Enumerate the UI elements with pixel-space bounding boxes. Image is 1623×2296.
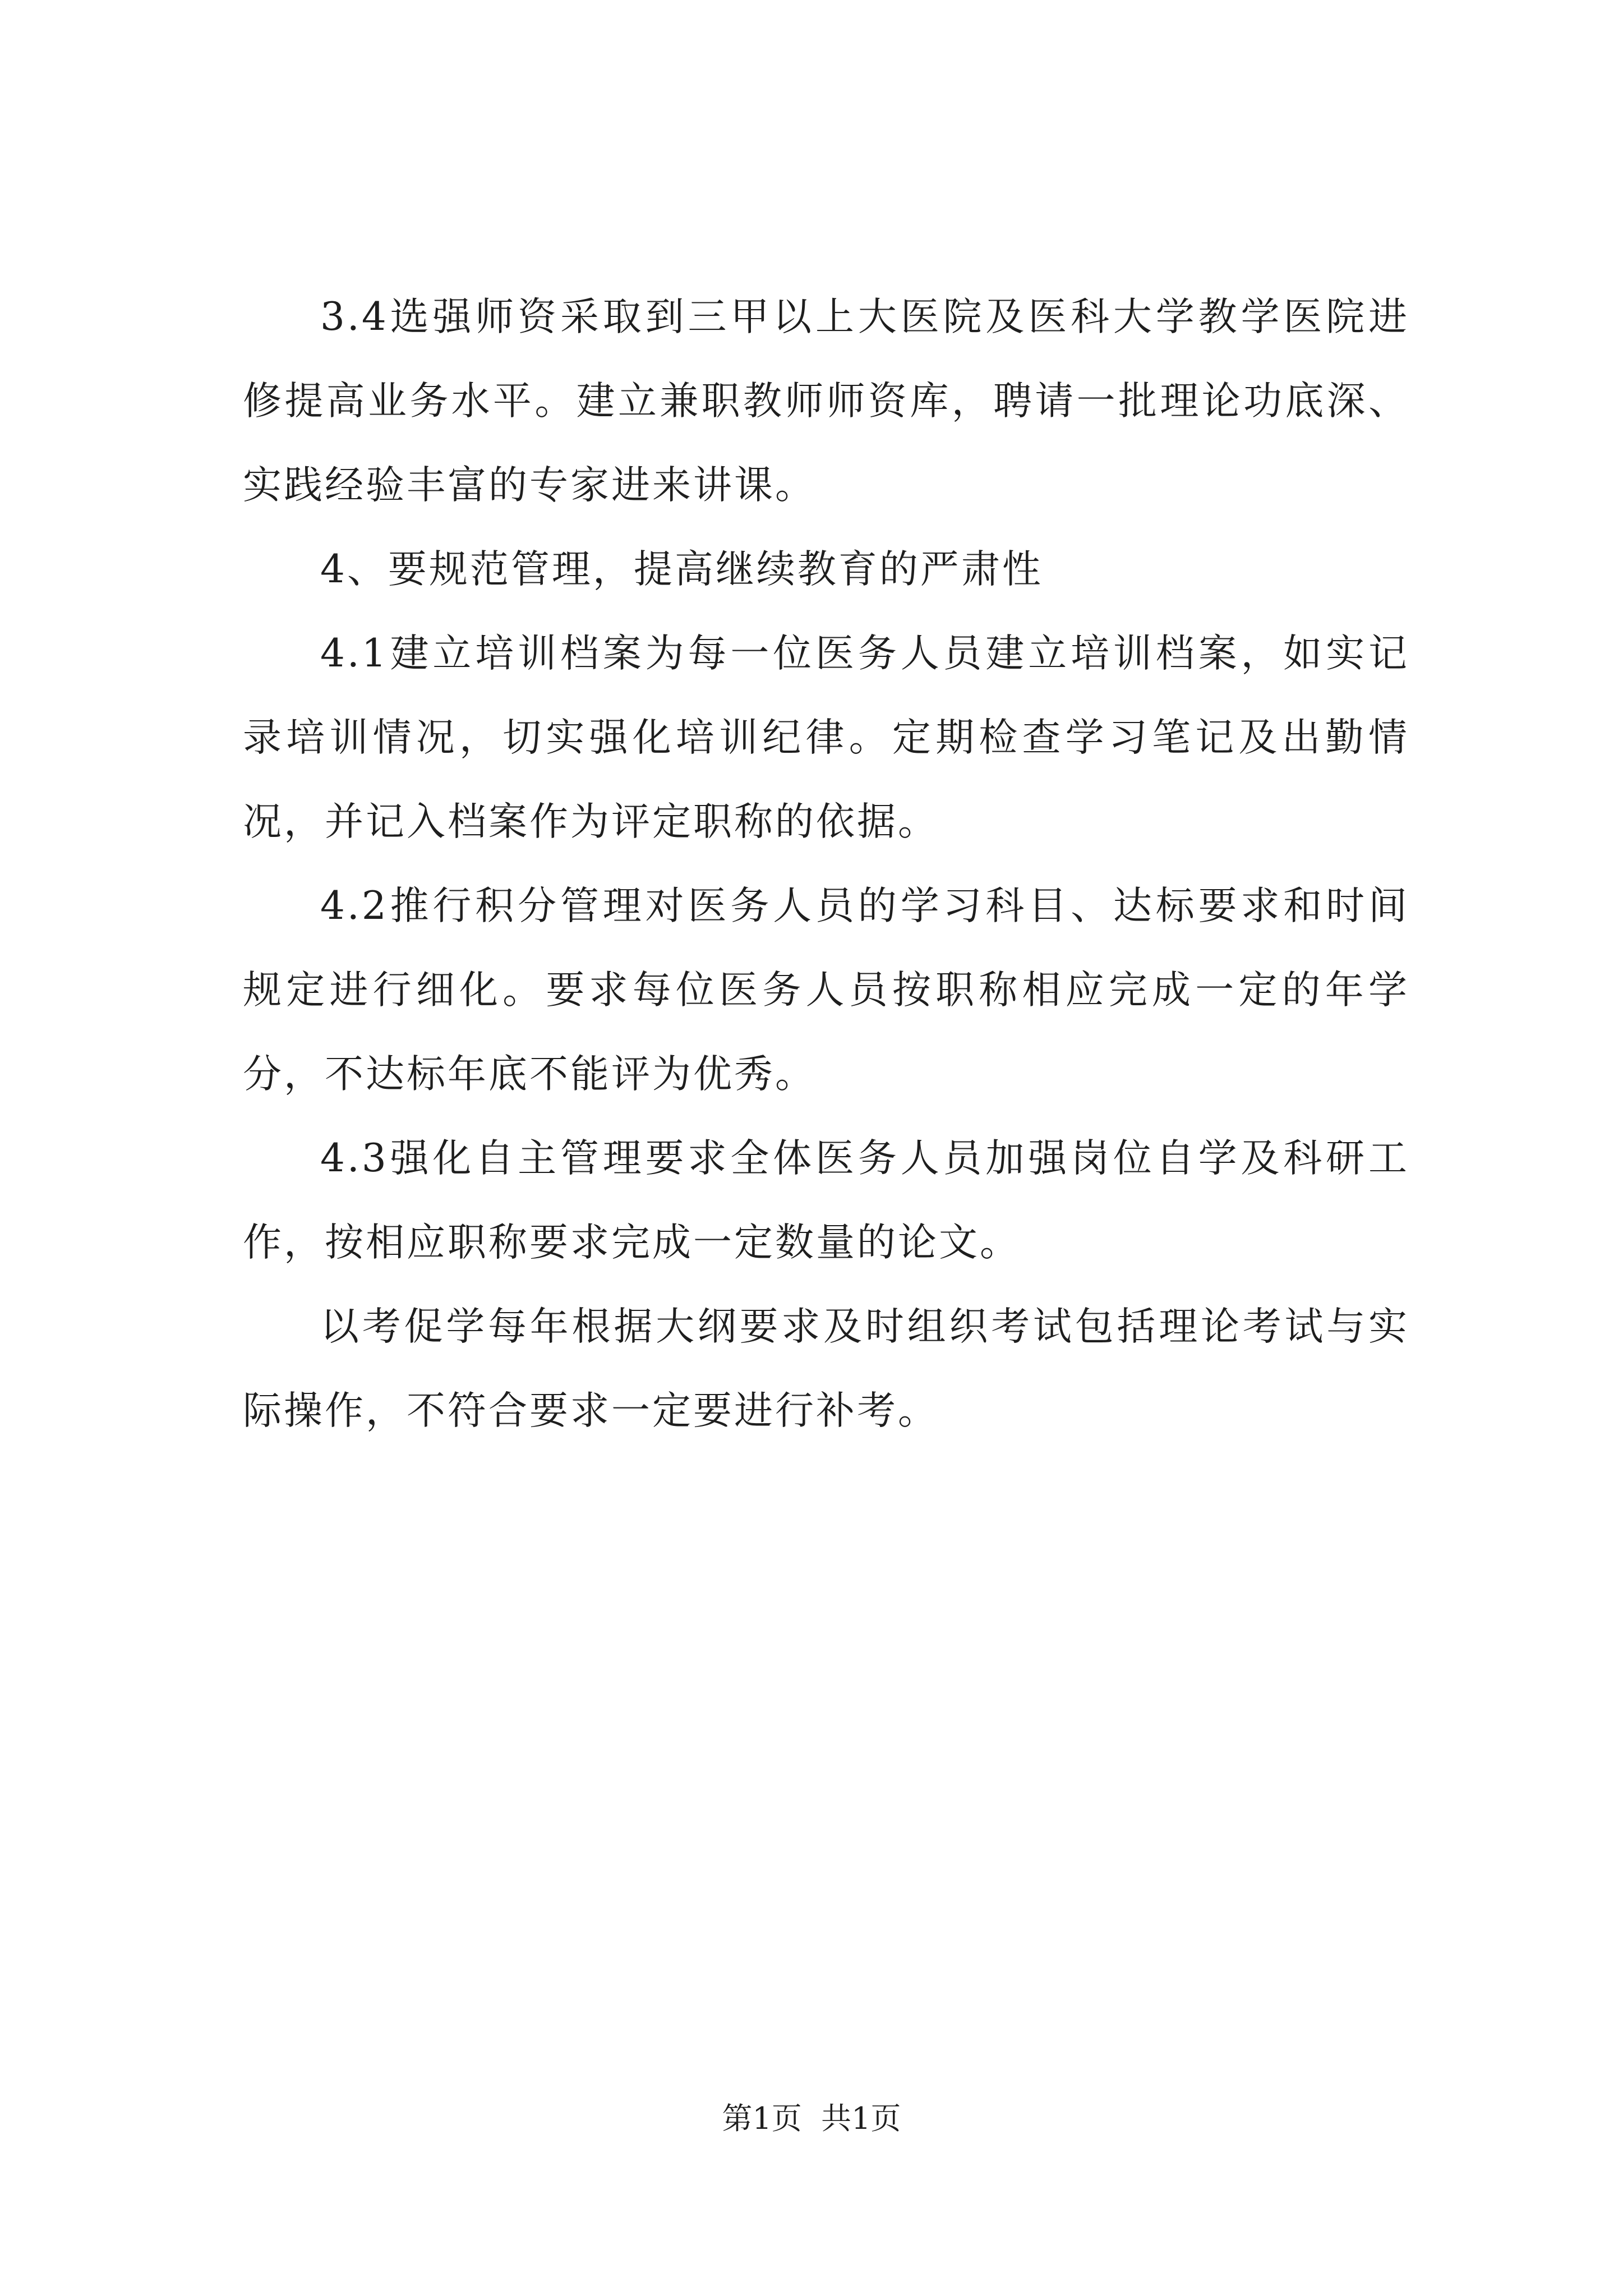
paragraph-3-4: 3.4选强师资采取到三甲以上大医院及医科大学教学医院进修提高业务水平。建立兼职教师师资库，聘请一批理论功底深、实践经验丰富的专家进来讲课。: [243, 295, 1409, 508]
paragraph-4-1: 4.1建立培训档案为每一位医务人员建立培训档案，如实记录培训情况，切实强化培训纪律。定期检查学习笔记及出勤情况，并记入档案作为评定职称的依据。: [243, 631, 1409, 844]
document-body: [243, 275, 1409, 1453]
paragraph-exam: 以考促学每年根据大纲要求及时组织考试包括理论考试与实际操作，不符合要求一定要进行补考。: [243, 1304, 1409, 1433]
page-total: 共1页: [821, 2101, 901, 2136]
paragraph-4-3: 4.3强化自主管理要求全体医务人员加强岗位自学及科研工作，按相应职称要求完成一定数量的论文。: [243, 1136, 1409, 1265]
paragraph-4-2: 4.2推行积分管理对医务人员的学习科目、达标要求和时间规定进行细化。要求每位医务人员按职称相应完成一定的年学分，不达标年底不能评为优秀。: [243, 884, 1409, 1097]
page-number: 第1页: [722, 2101, 802, 2136]
page-footer: [0, 2099, 1623, 2138]
section-heading-4: 4、要规范管理，提高继续教育的严肃性: [320, 547, 1043, 592]
